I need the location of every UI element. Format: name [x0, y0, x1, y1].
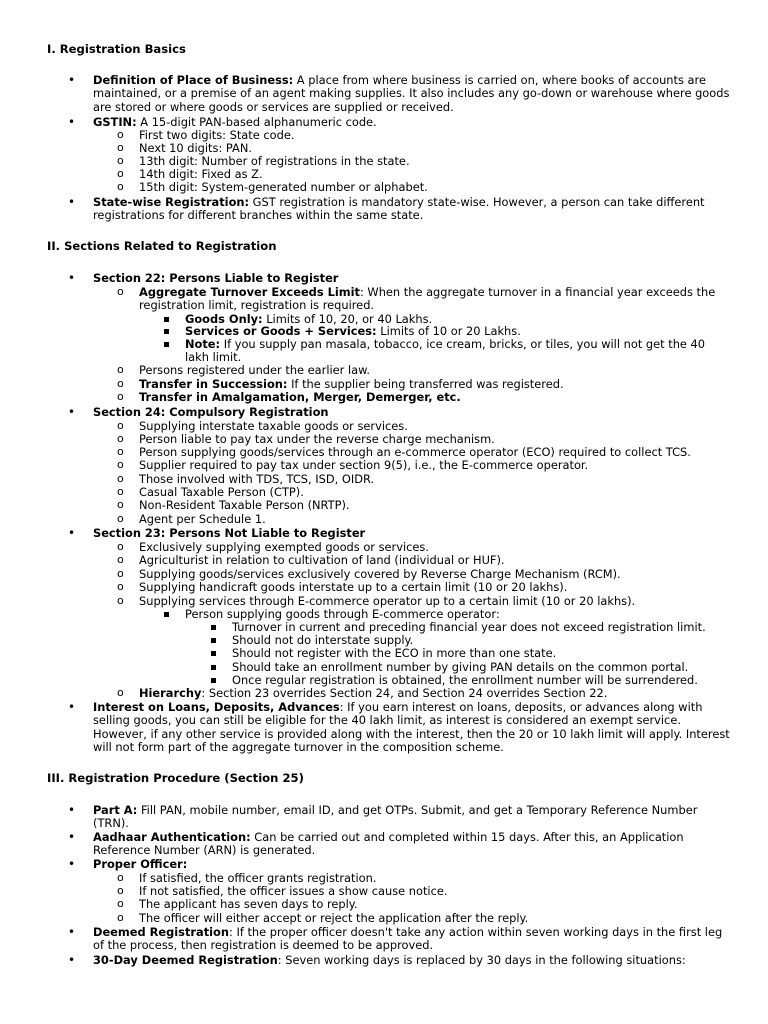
item-text: : When the aggregate turnover in a financial year exceeds the registration limit, registration is required.	[139, 285, 716, 313]
item-text: Supplier required to pay tax under section 9(5), i.e., the E-commerce operator.	[139, 458, 589, 472]
list-item-level-2	[139, 912, 729, 925]
list-item-level-4	[232, 647, 732, 660]
item-text: Should not do interstate supply.	[232, 633, 414, 647]
item-text: Non-Resident Taxable Person (NRTP).	[139, 498, 350, 512]
list-item-level-1	[93, 406, 733, 419]
item-text: A 15-digit PAN-based alphanumeric code.	[136, 115, 377, 129]
list-item-level-2	[139, 364, 729, 377]
list-item-level-2	[139, 181, 729, 194]
list-item-level-2	[139, 554, 729, 567]
item-bold-label: Aggregate Turnover Exceeds Limit	[139, 285, 360, 299]
item-text: GST registration is mandatory state-wise. However, a person can take different registrations for different branches within the same state.	[93, 195, 705, 223]
item-text: 14th digit: Fixed as Z.	[139, 167, 263, 181]
item-text: Once regular registration is obtained, the enrollment number will be surrendered.	[232, 673, 698, 687]
item-text: Person supplying goods/services through an e-commerce operator (ECO) required to collect TCS.	[139, 445, 691, 459]
list-item-level-1	[93, 954, 733, 967]
item-text: If not satisfied, the officer issues a show cause notice.	[139, 884, 448, 898]
item-text: The applicant has seven days to reply.	[139, 897, 358, 911]
item-bold-label: Aadhaar Authentication:	[93, 830, 251, 844]
item-text: : Seven working days is replaced by 30 days in the following situations:	[277, 953, 686, 967]
list-item-level-2	[139, 513, 729, 526]
item-text: Persons registered under the earlier law.	[139, 363, 371, 377]
list-item-level-2	[139, 581, 729, 594]
list-item-level-1	[93, 74, 733, 114]
item-text: Agent per Schedule 1.	[139, 512, 266, 526]
item-text: Turnover in current and preceding financial year does not exceed registration limit.	[232, 620, 706, 634]
item-bold-label: Definition of Place of Business:	[93, 73, 294, 87]
list-item-level-1	[93, 527, 733, 540]
item-text: : If the proper officer doesn't take any action within seven working days in the first leg of the process, then registration is deemed to be approved.	[93, 925, 723, 953]
item-bold-label: Transfer in Amalgamation, Merger, Demerger, etc.	[139, 390, 461, 404]
list-item-level-2	[139, 391, 729, 404]
item-text: Next 10 digits: PAN.	[139, 141, 252, 155]
item-text: Those involved with TDS, TCS, ISD, OIDR.	[139, 472, 375, 486]
item-bold-label: Services or Goods + Services:	[185, 324, 377, 338]
item-text: Supplying handicraft goods interstate up to a certain limit (10 or 20 lakhs).	[139, 580, 568, 594]
list-item-level-1	[93, 804, 733, 831]
item-text: If the supplier being transferred was registered.	[287, 377, 564, 391]
item-text: Supplying goods/services exclusively covered by Reverse Charge Mechanism (RCM).	[139, 567, 621, 581]
item-text: 13th digit: Number of registrations in the state.	[139, 154, 410, 168]
list-item-level-1	[93, 831, 733, 858]
item-bold-label: GSTIN:	[93, 115, 137, 129]
item-text: The officer will either accept or reject the application after the reply.	[139, 911, 529, 925]
list-item-level-2	[139, 687, 729, 700]
item-text: Should not register with the ECO in more than one state.	[232, 646, 557, 660]
item-bold-label: Proper Officer:	[93, 857, 188, 871]
section-heading: II. Sections Related to Registration	[47, 239, 277, 253]
item-text: Should take an enrollment number by giving PAN details on the common portal.	[232, 660, 689, 674]
item-bold-label: State-wise Registration:	[93, 195, 250, 209]
item-text: 15th digit: System-generated number or alphabet.	[139, 180, 428, 194]
item-bold-label: 30-Day Deemed Registration	[93, 953, 278, 967]
list-item-level-1	[93, 272, 733, 285]
list-item-level-1	[93, 926, 733, 953]
item-bold-label: Section 24: Compulsory Registration	[93, 405, 329, 419]
item-bold-label: Note:	[185, 337, 221, 351]
item-bold-label: Part A:	[93, 803, 138, 817]
section-heading: III. Registration Procedure (Section 25)	[47, 771, 304, 785]
section-heading: I. Registration Basics	[47, 42, 186, 56]
list-item-level-2	[139, 459, 729, 472]
item-text: : If you earn interest on loans, deposits, or advances along with selling goods, you can still be eligible for the 40 lakh limit, as interest is considered an exempt service. However, if any other service is provided along with the interest, then the 20 or 10 lakh limit will apply. Interest will not form part of the aggregate turnover in the composition scheme.	[93, 700, 730, 754]
list-item-level-2	[139, 499, 729, 512]
item-bold-label: Interest on Loans, Deposits, Advances	[93, 700, 340, 714]
list-item-level-1	[93, 701, 733, 754]
item-text: Supplying services through E-commerce operator up to a certain limit (10 or 20 lakhs).	[139, 594, 636, 608]
item-bold-label: Transfer in Succession:	[139, 377, 288, 391]
list-item-level-1	[93, 196, 733, 223]
item-bold-label: Section 22: Persons Liable to Register	[93, 271, 339, 285]
item-text: Supplying interstate taxable goods or services.	[139, 419, 408, 433]
item-text: Agriculturist in relation to cultivation of land (individual or HUF).	[139, 553, 505, 567]
list-item-level-1	[93, 858, 733, 871]
item-text: Fill PAN, mobile number, email ID, and get OTPs. Submit, and get a Temporary Reference Number (TRN).	[93, 803, 698, 831]
item-text: If you supply pan masala, tobacco, ice cream, bricks, or tiles, you will not get the 40 lakh limit.	[185, 337, 706, 365]
item-bold-label: Section 23: Persons Not Liable to Register	[93, 526, 366, 540]
list-item-level-2	[139, 898, 729, 911]
item-bold-label: Goods Only:	[185, 312, 263, 326]
item-text: Limits of 10, 20, or 40 Lakhs.	[262, 312, 433, 326]
item-text: : Section 23 overrides Section 24, and Section 24 overrides Section 22.	[201, 686, 608, 700]
item-text: Casual Taxable Person (CTP).	[139, 485, 304, 499]
item-text: Limits of 10 or 20 Lakhs.	[376, 324, 521, 338]
item-text: Can be carried out and completed within 15 days. After this, an Application Reference Number (ARN) is generated.	[93, 830, 684, 858]
item-bold-label: Hierarchy	[139, 686, 202, 700]
item-text: First two digits: State code.	[139, 128, 295, 142]
list-item-level-3	[185, 338, 730, 365]
item-text: Exclusively supplying exempted goods or services.	[139, 540, 429, 554]
item-text: If satisfied, the officer grants registration.	[139, 871, 377, 885]
item-text: A place from where business is carried on, where books of accounts are maintained, or a premise of an agent making supplies. It also includes any go-down or warehouse where goods are stored or where goods or services are supplied or received.	[93, 73, 730, 114]
item-text: Person liable to pay tax under the reverse charge mechanism.	[139, 432, 495, 446]
list-item-level-2	[139, 286, 729, 313]
item-bold-label: Deemed Registration	[93, 925, 229, 939]
item-text: Person supplying goods through E-commerce operator:	[185, 607, 500, 621]
